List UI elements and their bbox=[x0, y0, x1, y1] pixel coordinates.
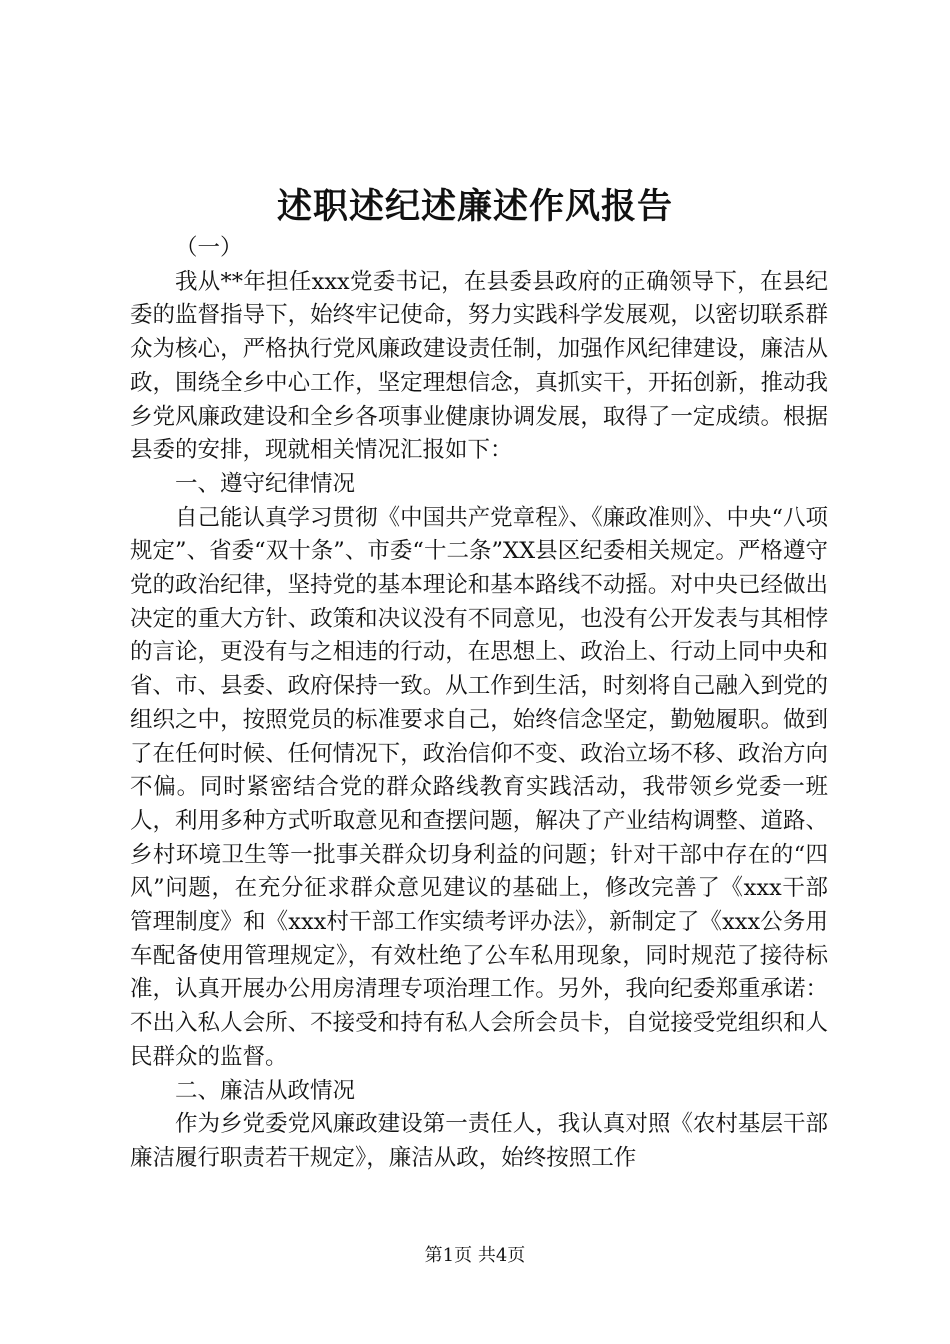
body-paragraph: 我从**年担任xxx党委书记，在县委县政府的正确领导下，在县纪委的监督指导下，始终牢记使命，努力实践科学发展观，以密切联系群众为核心，严格执行党风廉政建设责任制，加强作风纪律建设，廉洁从政，围绕全乡中心工作，坚定理想信念，真抓实干，开拓创新，推动我乡党风廉政建设和全乡各项事业健康协调发展，取得了一定成绩。根据县委的安排，现就相关情况汇报如下： bbox=[130, 268, 828, 464]
page-footer: 第1页 共4页 bbox=[424, 1245, 526, 1266]
document-body bbox=[130, 232, 828, 1176]
body-paragraph: 作为乡党委党风廉政建设第一责任人，我认真对照《农村基层干部廉洁履行职责若干规定》，廉洁从政，始终按照工作 bbox=[130, 1111, 828, 1171]
section-heading: 一、遵守纪律情况 bbox=[175, 470, 356, 497]
body-paragraph: 自己能认真学习贯彻《中国共产党章程》、《廉政准则》、中央“八项规定”、省委“双十条”、市委“十二条”XX县区纪委相关规定。严格遵守党的政治纪律，坚持党的基本理论和基本路线不动摇。对中央已经做出决定的重大方针、政策和决议没有不同意见，也没有公开发表与其相悖的言论，更没有与之相违的行动，在思想上、政治上、行动上同中央和省、市、县委、政府保持一致。从工作到生活，时刻将自己融入到党的组织之中，按照党员的标准要求自己，始终信念坚定，勤勉履职。做到了在任何时候、任何情况下，政治信仰不变、政治立场不移、政治方向不偏。同时紧密结合党的群众路线教育实践活动，我带领乡党委一班人，利用多种方式听取意见和查摆问题，解决了产业结构调整、道路、乡村环境卫生等一批事关群众切身利益的问题；针对干部中存在的“四风”问题，在充分征求群众意见建议的基础上，修改完善了《xxx干部管理制度》和《xxx村干部工作实绩考评办法》，新制定了《xxx公务用车配备使用管理规定》，有效杜绝了公车私用现象，同时规范了接待标准，认真开展办公用房清理专项治理工作。另外，我向纪委郑重承诺：不出入私人会所、不接受和持有私人会所会员卡，自觉接受党组织和人民群众的监督。 bbox=[130, 504, 828, 1070]
document-title: 述职述纪述廉述作风报告 bbox=[276, 186, 673, 227]
section-heading: （一） bbox=[175, 235, 243, 261]
section-heading: 二、廉洁从政情况 bbox=[175, 1077, 356, 1104]
